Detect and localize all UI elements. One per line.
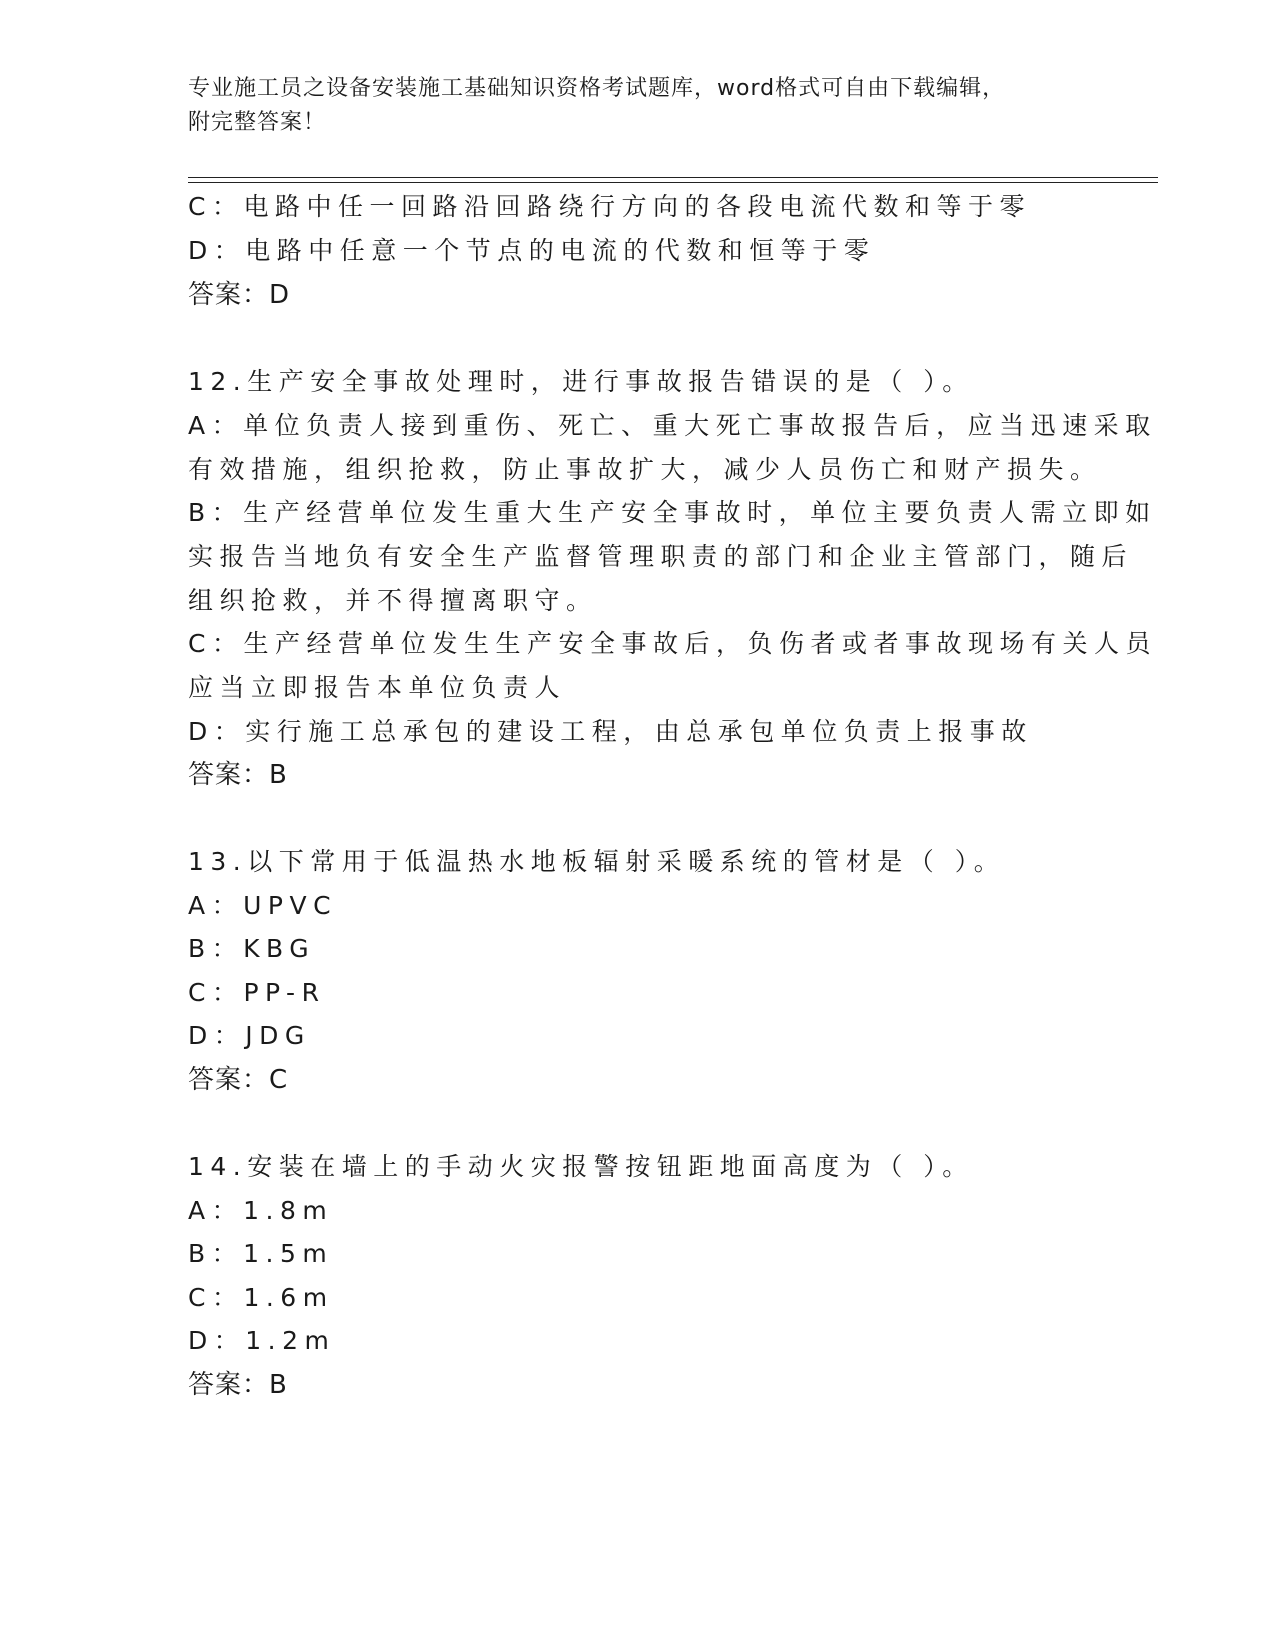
q14-option-d: D：1.2m [188,1326,336,1355]
q13-option-a: A：UPVC [188,891,338,920]
q11-option-d: D：电路中任意一个节点的电流的代数和恒等于零 [188,236,876,265]
q12-question: 12.生产安全事故处理时，进行事故报告错误的是（ ）。 [188,367,974,396]
header-title-line-1: 专业施工员之设备安装施工基础知识资格考试题库，word格式可自由下载编辑， [188,76,1006,101]
q14-option-c: C：1.6m [188,1283,334,1312]
header-divider-bottom [188,182,1158,183]
q12-option-b-line-1: B：生产经营单位发生重大生产安全事故时，单位主要负责人需立即如 [188,498,1157,527]
q12-option-d: D：实行施工总承包的建设工程，由总承包单位负责上报事故 [188,717,1033,746]
header-divider-top [188,177,1158,178]
q13-option-d: D：JDG [188,1021,311,1050]
q13-option-c: C：PP-R [188,978,326,1007]
q13-question: 13.以下常用于低温热水地板辐射采暖系统的管材是（ ）。 [188,847,1006,876]
q12-option-a-line-1: A：单位负责人接到重伤、死亡、重大死亡事故报告后，应当迅速采取 [188,411,1157,440]
q14-option-a: A：1.8m [188,1196,334,1225]
document-header [188,72,1088,140]
q11-answer: 答案：D [188,280,291,310]
header-title-line-2: 附完整答案！ [188,110,327,135]
q12-option-a-line-2: 有效措施，组织抢救，防止事故扩大，减少人员伤亡和财产损失。 [188,455,1102,484]
q11-option-c: C：电路中任一回路沿回路绕行方向的各段电流代数和等于零 [188,192,1031,221]
q12-option-c-line-1: C：生产经营单位发生生产安全事故后，负伤者或者事故现场有关人员 [188,629,1157,658]
q14-question: 14.安装在墙上的手动火灾报警按钮距地面高度为（ ）。 [188,1152,974,1181]
q12-answer: 答案：B [188,760,288,790]
q14-option-b: B：1.5m [188,1239,334,1268]
q12-option-b-line-2: 实报告当地负有安全生产监督管理职责的部门和企业主管部门，随后 [188,542,1134,571]
q13-answer: 答案：C [188,1065,289,1095]
q14-answer: 答案：B [188,1370,288,1400]
q13-option-b: B：KBG [188,934,316,963]
q12-option-b-line-3: 组织抢救，并不得擅离职守。 [188,586,598,615]
q12-option-c-line-2: 应当立即报告本单位负责人 [188,673,567,702]
